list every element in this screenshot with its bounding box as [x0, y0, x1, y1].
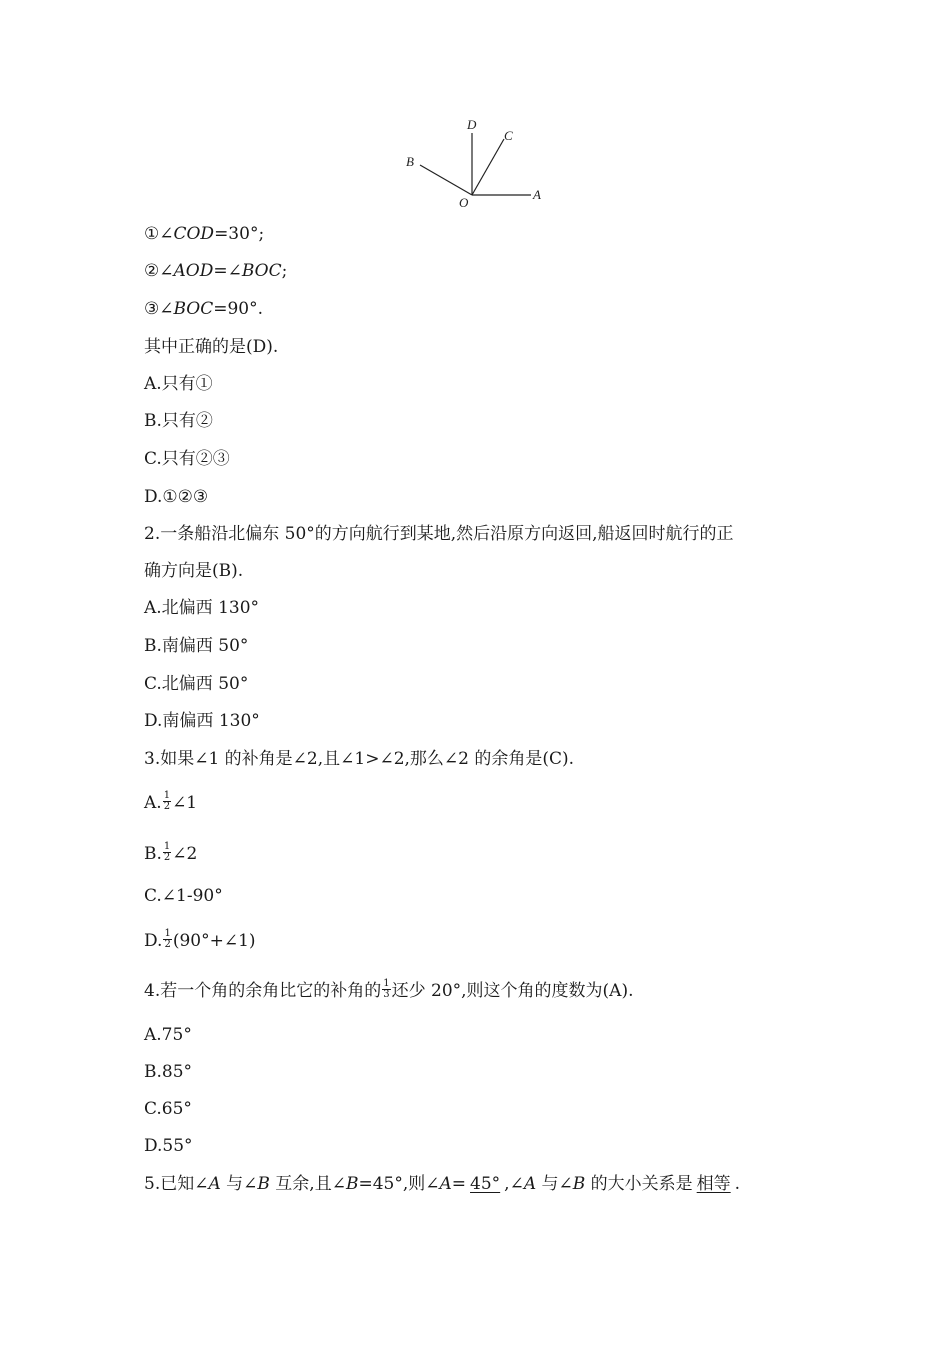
q5-p6: ,∠: [504, 1174, 524, 1194]
q5-p1: 5.已知∠: [144, 1174, 209, 1194]
label-D: D: [467, 117, 477, 132]
fraction-denominator: 2: [164, 939, 171, 950]
q1-s3-rest: =90°.: [213, 299, 264, 319]
ray-OB: [420, 165, 472, 195]
q3-stem: 3.如果∠1 的补角是∠2,且∠1>∠2,那么∠2 的余角是(C).: [144, 749, 575, 769]
q2-option-a: A.北偏西 130°: [144, 598, 260, 618]
label-A: A: [533, 187, 541, 202]
q1-s2-var1: AOD: [173, 261, 214, 281]
q5-stem: [144, 1173, 740, 1195]
label-C: C: [504, 128, 513, 143]
q1-s1-mark: ①∠: [144, 224, 174, 244]
fraction-half: [163, 842, 171, 863]
q1-statement-3: [144, 298, 263, 320]
q3-b-prefix: B.: [144, 844, 162, 864]
q1-prompt: 其中正确的是(D).: [144, 337, 279, 357]
q2-stem-line-1: 2.一条船沿北偏东 50°的方向航行到某地,然后沿原方向返回,船返回时航行的正: [144, 524, 734, 544]
q3-a-suffix: ∠1: [172, 793, 198, 813]
q4-stem: [144, 980, 634, 1002]
q3-option-c: C.∠1-90°: [144, 886, 223, 906]
q5-p7: 与∠: [536, 1174, 573, 1194]
q1-s1-rest: =30°;: [214, 224, 265, 244]
q1-option-a: A.只有①: [144, 374, 213, 394]
q5-var-b: B: [345, 1174, 359, 1194]
fraction-half: [163, 791, 171, 812]
q3-option-b: [144, 843, 197, 865]
q4-stem-post: 还少 20°,则这个角的度数为(A).: [391, 981, 634, 1001]
q5-p2: 与∠: [220, 1174, 258, 1194]
q5-var-a: A: [523, 1174, 537, 1194]
q2-option-c: C.北偏西 50°: [144, 674, 249, 694]
q1-option-c: C.只有②③: [144, 449, 230, 469]
q5-answer-1: 45°: [470, 1174, 501, 1194]
fraction-numerator: 1: [163, 790, 171, 801]
fraction-denominator: 3: [383, 989, 390, 1000]
label-B: B: [406, 154, 414, 169]
q3-d-prefix: D.: [144, 931, 163, 951]
q5-p4: =45°,则∠: [358, 1174, 440, 1194]
label-O: O: [459, 195, 469, 210]
ray-OC: [472, 139, 504, 195]
q4-option-b: B.85°: [144, 1062, 193, 1082]
q1-s2-rest: ;: [281, 261, 288, 281]
q1-statement-2: [144, 260, 287, 282]
q1-option-d: D.①②③: [144, 487, 209, 507]
q5-p5: =: [451, 1174, 467, 1194]
q3-b-suffix: ∠2: [172, 844, 198, 864]
q3-a-prefix: A.: [144, 793, 162, 813]
q1-s1-var: COD: [173, 224, 215, 244]
fraction-numerator: 1: [164, 928, 171, 939]
fraction-numerator: 1: [163, 841, 171, 852]
q5-answer-2: 相等: [696, 1174, 731, 1194]
q1-s3-mark: ③∠: [144, 299, 174, 319]
q2-stem-line-2: 确方向是(B).: [144, 561, 244, 581]
q5-p9: .: [734, 1174, 741, 1194]
q2-option-d: D.南偏西 130°: [144, 711, 260, 731]
fraction-half: [163, 929, 171, 950]
fraction-third: [382, 979, 390, 1000]
angle-figure: [400, 113, 550, 213]
q2-option-b: B.南偏西 50°: [144, 636, 249, 656]
q1-option-b: B.只有②: [144, 411, 213, 431]
q1-s2-var2: BOC: [241, 261, 282, 281]
q5-p3: 互余,且∠: [269, 1174, 346, 1194]
q4-stem-pre: 4.若一个角的余角比它的补角的: [144, 981, 382, 1001]
fraction-numerator: 1: [383, 978, 390, 989]
q5-var-b: B: [257, 1174, 270, 1194]
q5-var-a: A: [439, 1174, 452, 1194]
fraction-denominator: 2: [163, 852, 171, 863]
q3-d-suffix: (90°+∠1): [172, 931, 256, 951]
fraction-denominator: 2: [163, 801, 171, 812]
q5-var-a: A: [208, 1174, 221, 1194]
q1-statement-1: [144, 223, 264, 245]
q5-var-b: B: [572, 1174, 586, 1194]
q1-s2-mark: ②∠: [144, 261, 174, 281]
q3-option-a: [144, 792, 197, 814]
q5-p8: 的大小关系是: [585, 1174, 693, 1194]
q4-option-c: C.65°: [144, 1099, 192, 1119]
q1-s3-var: BOC: [173, 299, 214, 319]
q4-option-a: A.75°: [144, 1025, 192, 1045]
q1-s2-mid: =∠: [213, 261, 242, 281]
q3-option-d: [144, 930, 256, 952]
q4-option-d: D.55°: [144, 1136, 193, 1156]
